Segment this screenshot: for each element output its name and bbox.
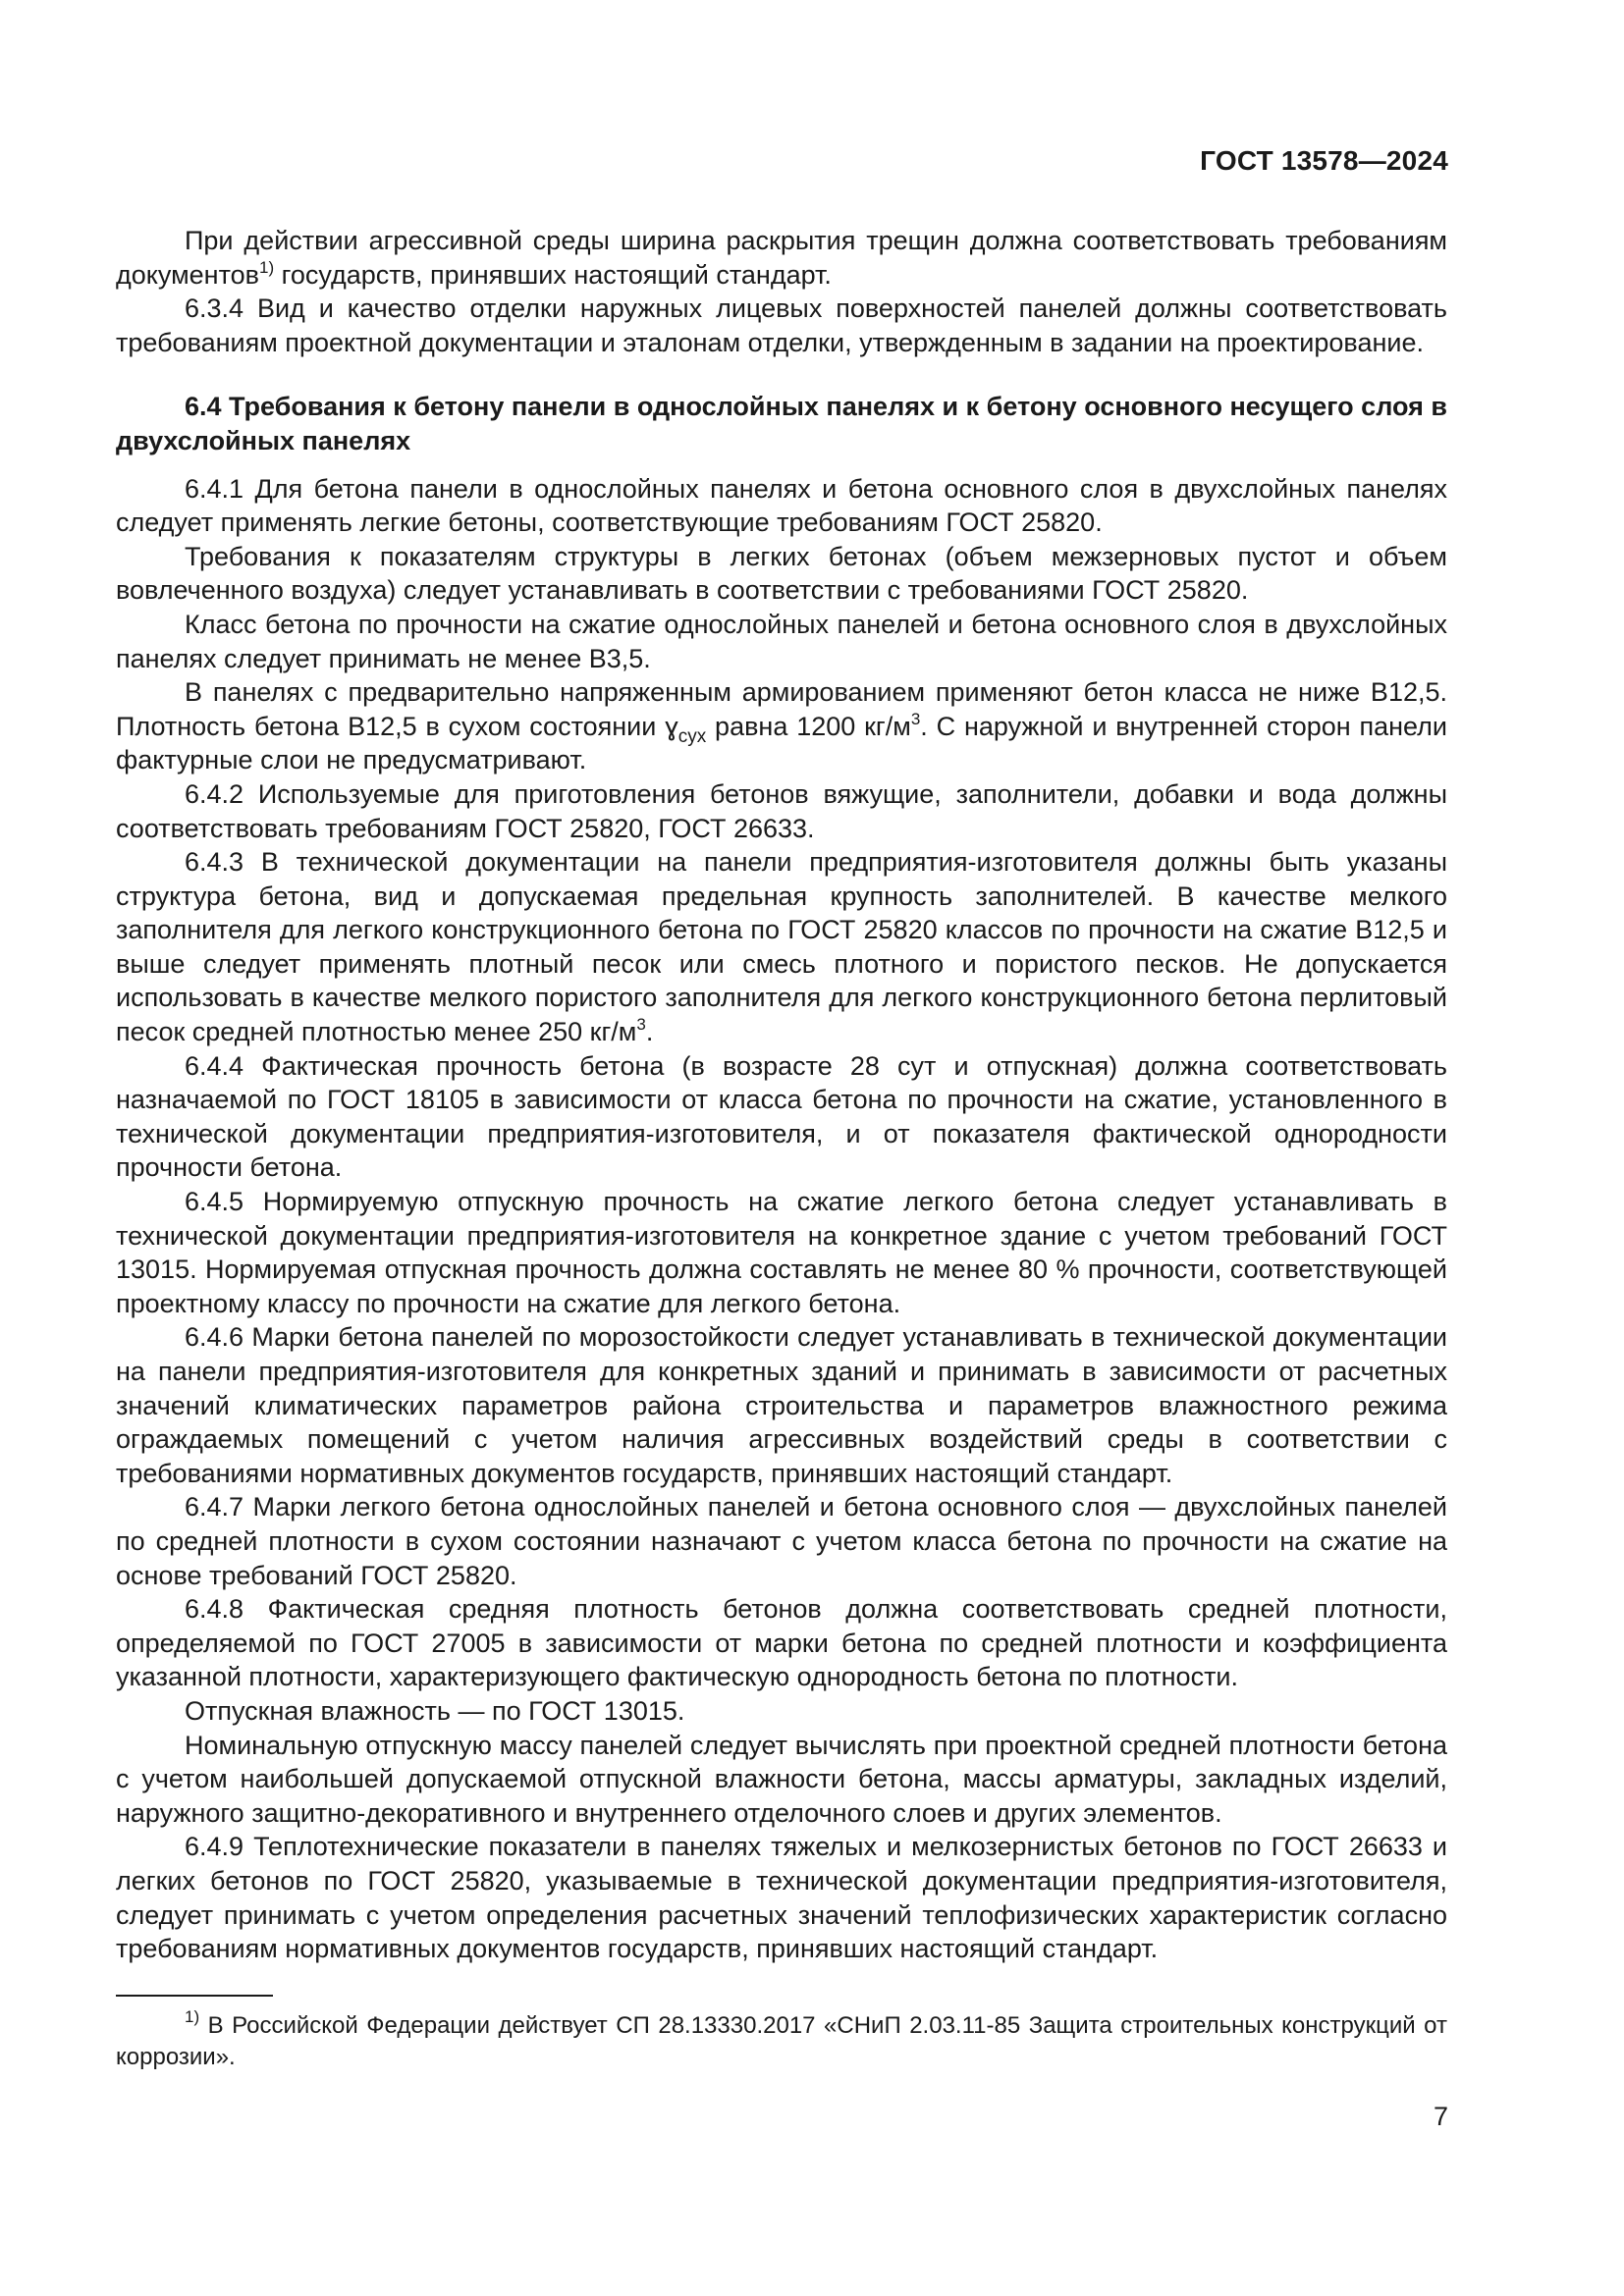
paragraph-6-4-8: 6.4.8 Фактическая средняя плотность бетонов должна соответствовать средней плотности, определяемой по ГОСТ 27005 в зависимости от марки бетона по средней плотности и коэффициента указанной плотности, характеризующего фактическую однородность бетона по плотности. bbox=[116, 1594, 1447, 1692]
document-code: ГОСТ 13578—2024 bbox=[1200, 145, 1448, 176]
paragraph-nominal-mass: Номинальную отпускную массу панелей следует вычислять при проектной средней плотности бетона с учетом наибольшей допускаемой отпускной влажности бетона, массы арматуры, закладных изделий, наружного защитно-декоративного и внутреннего отделочного слоев и других элементов. bbox=[116, 1730, 1447, 1828]
paragraph-6-4-7: 6.4.7 Марки легкого бетона однослойных панелей и бетона основного слоя — двухслойных панелей по средней плотности в сухом состоянии назначают с учетом класса бетона по прочности на сжатие на основе требований ГОСТ 25820. bbox=[116, 1492, 1447, 1590]
footnote-divider bbox=[116, 1995, 273, 1997]
paragraph-6-4-4: 6.4.4 Фактическая прочность бетона (в возрасте 28 сут и отпускная) должна соответствовать назначаемой по ГОСТ 18105 в зависимости от класса бетона по прочности на сжатие, установленного в технической документации предприятия-изготовителя, и от показателя фактической однородности прочности бетона. bbox=[116, 1050, 1447, 1183]
footnote-marker: 1) bbox=[185, 2007, 200, 2026]
paragraph-6-4-1: 6.4.1 Для бетона панели в однослойных панелях и бетона основного слоя в двухслойных панелях следует применять легкие бетоны, соответствующие требованиям ГОСТ 25820. bbox=[116, 473, 1447, 538]
gamma-symbol: ɣ bbox=[665, 711, 678, 741]
paragraph-6-4-9: 6.4.9 Теплотехнические показатели в панелях тяжелых и мелкозернистых бетонов по ГОСТ 26633 и легких бетонов по ГОСТ 25820, указываемые в технической документации предприятия-изготовителя, следует принимать с учетом определения расчетных значений теплофизических характеристик согласно требованиям нормативных документов государств, принявших настоящий стандарт. bbox=[116, 1832, 1447, 1964]
section-heading-6-4: 6.4 Требования к бетону панели в однослойных панелях и к бетону основного несущего слоя в двухслойных панелях bbox=[116, 392, 1447, 455]
page-number: 7 bbox=[1433, 2102, 1448, 2131]
paragraph-structure-requirements: Требования к показателям структуры в легких бетонах (объем межзерновых пустот и объем вовлеченного воздуха) следует устанавливать в соответствии с требованиями ГОСТ 25820. bbox=[116, 541, 1447, 606]
paragraph-release-moisture: Отпускная влажность — по ГОСТ 13015. bbox=[185, 1695, 685, 1726]
paragraph-aggressive-environment: При действии агрессивной среды ширина раскрытия трещин должна соответствовать требованиям документов$^{1)}$ государств, принявших настоящий стандарт. bbox=[116, 226, 1447, 290]
paragraph-6-4-3: 6.4.3 В технической документации на панели предприятия-изготовителя должны быть указаны структура бетона, вид и допускаемая предельная крупность заполнителей. В качестве мелкого заполнителя для легкого конструкционного бетона по ГОСТ 25820 классов по прочности на сжатие В12,5 и выше следует применять плотный песок или смесь плотного и пористого песков. Не допускается использовать в качестве мелкого пористого заполнителя для легкого конструкционного бетона перлитовый песок средней плотностью менее 250 $кг/м^3$. bbox=[116, 847, 1447, 1047]
paragraph-6-3-4: 6.3.4 Вид и качество отделки наружных лицевых поверхностей панелей должны соответствовать требованиям проектной документации и эталонам отделки, утвержденным в задании на проектирование. bbox=[116, 294, 1447, 357]
paragraph-concrete-class: Класс бетона по прочности на сжатие однослойных панелей и бетона основного слоя в двухслойных панелях следует принимать не менее В3,5. bbox=[116, 609, 1447, 673]
body-text bbox=[116, 224, 1447, 1966]
paragraph-prestressed: В панелях с предварительно напряженным армированием применяют бетон класса не ниже В12,5. Плотность бетона В12,5 в сухом состоянии ɣ$_{сух}$ равна 1200 $кг/м^3$. С наружной и внутренней сторон панели фактурные слои не предусматривают. bbox=[116, 677, 1447, 775]
footnote-ref: 1) bbox=[259, 257, 275, 277]
footnote: $^{1)}$ В Российской Федерации действует СП 28.13330.2017 «СНиП 2.03.11-85 Защита строительных конструкций от коррозии». bbox=[116, 2007, 1447, 2070]
paragraph-6-4-2: 6.4.2 Используемые для приготовления бетонов вяжущие, заполнители, добавки и вода должны соответствовать требованиям ГОСТ 25820, ГОСТ 26633. bbox=[116, 778, 1447, 843]
paragraph-6-4-6: 6.4.6 Марки бетона панелей по морозостойкости следует устанавливать в технической документации на панели предприятия-изготовителя для конкретных зданий и принимать в зависимости от расчетных значений климатических параметров района строительства и параметров влажностного режима ограждаемых помещений с учетом наличия агрессивных воздействий среды в соответствии с требованиями нормативных документов государств, принявших настоящий стандарт. bbox=[116, 1322, 1447, 1488]
paragraph-6-4-5: 6.4.5 Нормируемую отпускную прочность на сжатие легкого бетона следует устанавливать в технической документации предприятия-изготовителя на конкретное здание с учетом требований ГОСТ 13015. Нормируемая отпускная прочность должна составлять не менее 80 % прочности, соответствующей проектному классу по прочности на сжатие для легкого бетона. bbox=[116, 1187, 1447, 1318]
